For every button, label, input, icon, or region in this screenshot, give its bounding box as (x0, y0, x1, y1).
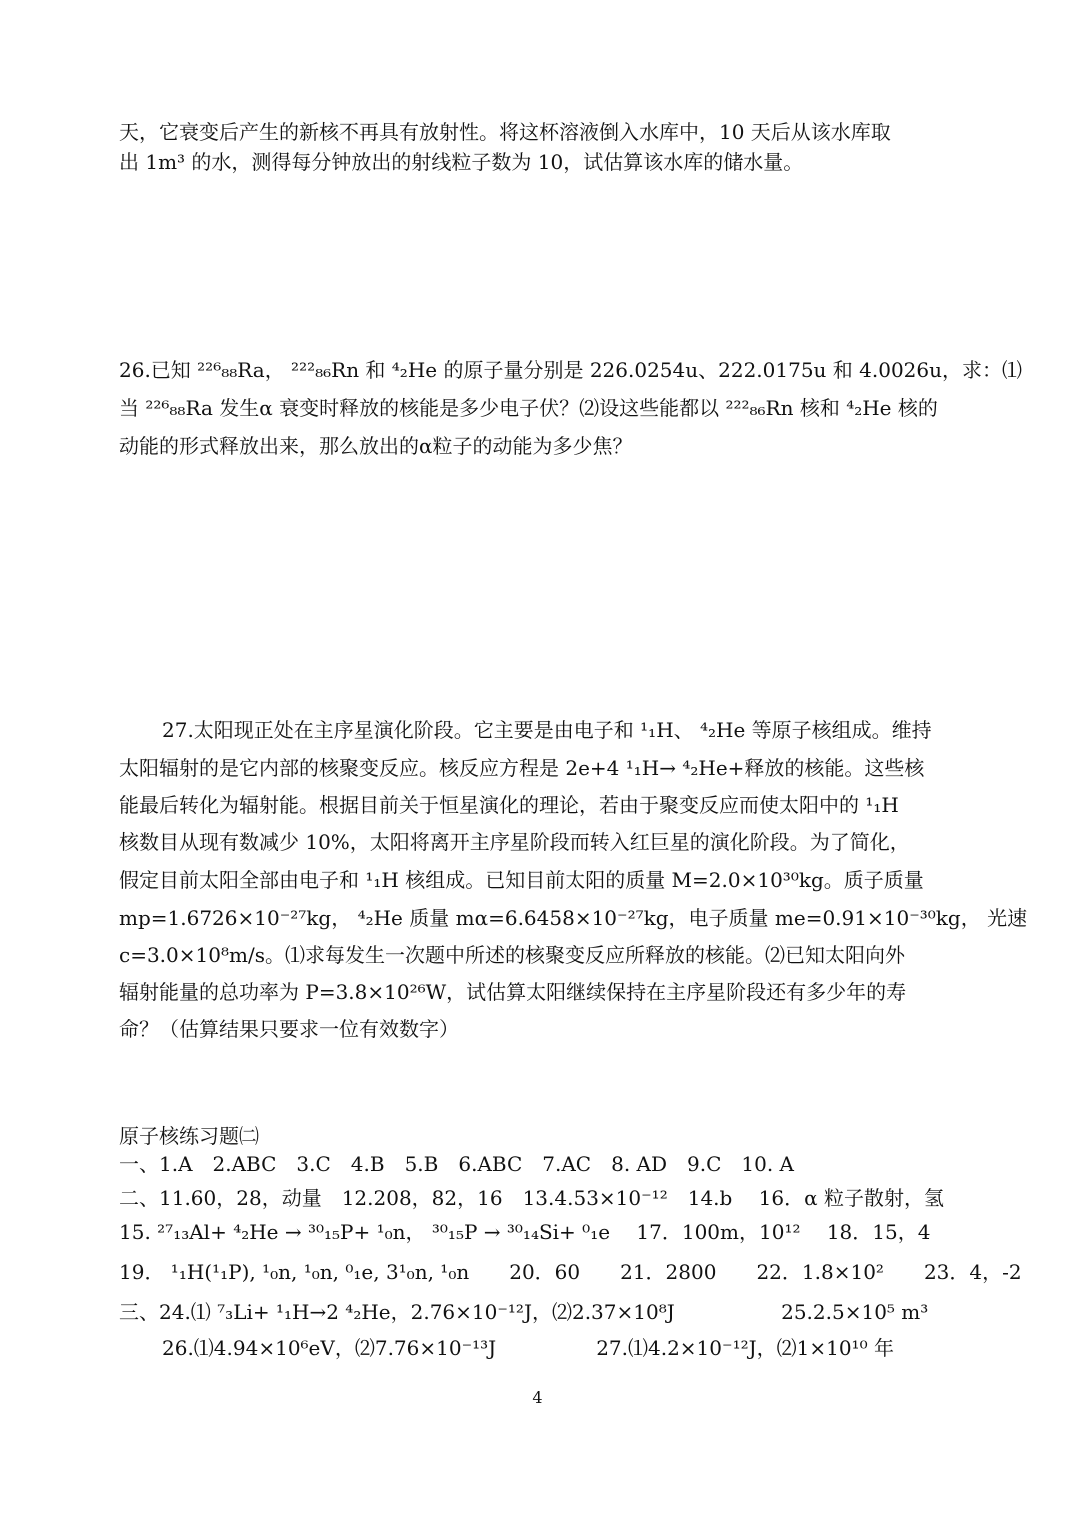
answers-line-2: 二、11.60，28，动量 12.208，82，16 13.4.53×10⁻¹² 14.b 16．α 粒子散射，氢 (119, 1186, 944, 1210)
q27-line-2: 太阳辐射的是它内部的核聚变反应。核反应方程是 2e+4 ¹₁H→ ⁴₂He+释放的核能。这些核 (119, 756, 925, 780)
q27-line-9: 命？（估算结果只要求一位有效数字） (119, 1017, 459, 1041)
page-number: 4 (532, 1388, 543, 1407)
answers-line-3: 15. ²⁷₁₃Al+ ⁴₂He → ³⁰₁₅P+ ¹₀n， ³⁰₁₅P → ³⁰₁₄Si+ ⁰₁e 17．100m，10¹² 18．15，4 (119, 1220, 931, 1244)
answers-title: 原子核练习题㈡ (119, 1124, 259, 1148)
q25-line-2: 出 1m³ 的水，测得每分钟放出的射线粒子数为 10，试估算该水库的储水量。 (119, 150, 804, 174)
q27-line-4: 核数目从现有数减少 10%，太阳将离开主序星阶段而转入红巨星的演化阶段。为了简化， (119, 830, 910, 854)
q27-line-5: 假定目前太阳全部由电子和 ¹₁H 核组成。已知目前太阳的质量 M=2.0×10³⁰kg。质子质量 (119, 868, 924, 892)
q27-line-1: 27.太阳现正处在主序星演化阶段。它主要是由电子和 ¹₁H、 ⁴₂He 等原子核组成。维持 (162, 718, 932, 742)
answers-line-4: 19． ¹₁H(¹₁P), ¹₀n, ¹₀n, ⁰₁e, 3¹₀n, ¹₀n 20．60 21．2800 22．1.8×10² 23．4，-2 (119, 1260, 1022, 1284)
answers-line-1: 一、1.A 2.ABC 3.C 4.B 5.B 6.ABC 7.AC 8. AD 9.C 10. A (119, 1152, 794, 1176)
q27-line-8: 辐射能量的总功率为 P=3.8×10²⁶W，试估算太阳继续保持在主序星阶段还有多少年的寿 (119, 980, 907, 1004)
q27-line-6: mp=1.6726×10⁻²⁷kg， ⁴₂He 质量 mα=6.6458×10⁻²⁷kg，电子质量 me=0.91×10⁻³⁰kg， 光速 (119, 906, 1028, 930)
q26-line-3: 动能的形式释放出来，那么放出的α粒子的动能为多少焦？ (119, 434, 633, 458)
q27-line-3: 能最后转化为辐射能。根据目前关于恒星演化的理论，若由于聚变反应而使太阳中的 ¹₁H (119, 793, 899, 817)
q25-line-1: 天，它衰变后产生的新核不再具有放射性。将这杯溶液倒入水库中，10 天后从该水库取 (119, 120, 891, 144)
q26-line-2: 当 ²²⁶₈₈Ra 发生α 衰变时释放的核能是多少电子伏？⑵设这些能都以 ²²²₈₆Rn 核和 ⁴₂He 核的 (119, 396, 938, 420)
answers-line-6: 26.⑴4.94×10⁶eV，⑵7.76×10⁻¹³J 27.⑴4.2×10⁻¹²J，⑵1×10¹⁰ 年 (162, 1336, 894, 1360)
q26-line-1: 26.已知 ²²⁶₈₈Ra， ²²²₈₆Rn 和 ⁴₂He 的原子量分别是 226.0254u、222.0175u 和 4.0026u，求：⑴ (119, 358, 1023, 382)
answers-line-5: 三、24.⑴ ⁷₃Li+ ¹₁H→2 ⁴₂He，2.76×10⁻¹²J，⑵2.37×10⁸J 25.2.5×10⁵ m³ (119, 1300, 929, 1324)
q27-line-7: c=3.0×10⁸m/s。⑴求每发生一次题中所述的核聚变反应所释放的核能。⑵已知太阳向外 (119, 943, 905, 967)
